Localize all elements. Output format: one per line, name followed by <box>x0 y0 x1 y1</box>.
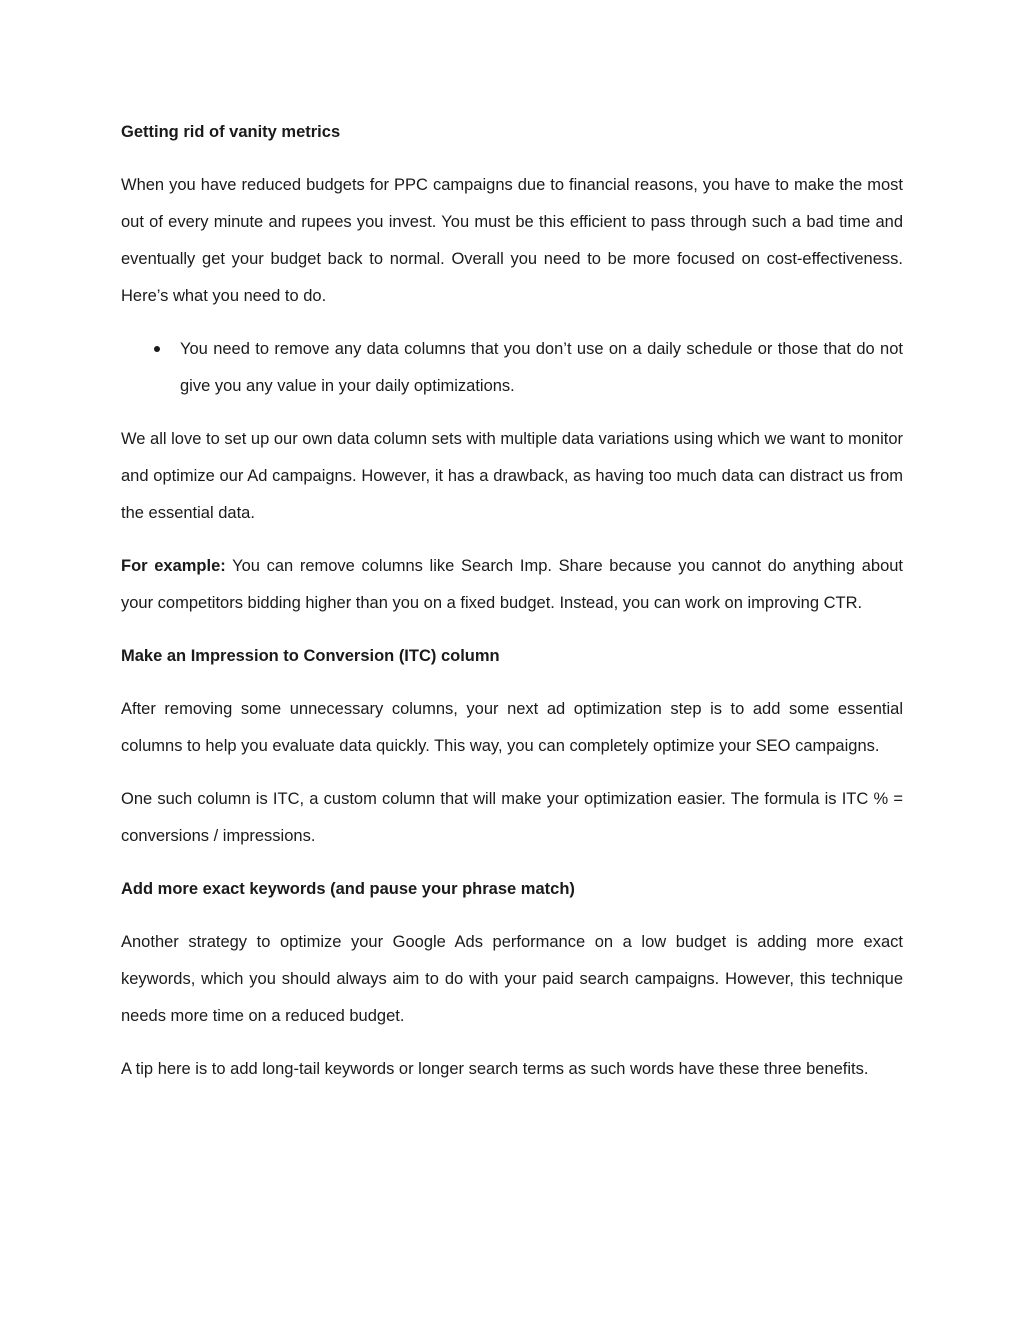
bullet-icon <box>154 346 160 352</box>
paragraph-remove-columns: After removing some unnecessary columns, your next ad optimization step is to add some essential columns to help you evaluate data quickly. This way, you can completely optimize your SEO campaigns. <box>121 700 903 755</box>
paragraph-example <box>121 548 903 622</box>
bullet-text: You need to remove any data columns that you don’t use on a daily schedule or those that do not give you any value in your daily optimizations. <box>180 340 903 395</box>
example-text: You can remove columns like Search Imp. Share because you cannot do anything about your competitors bidding higher than you on a fixed budget. Instead, you can work on improving CTR. <box>121 557 904 612</box>
example-label: For example: <box>121 557 226 575</box>
paragraph-data-columns: We all love to set up our own data column sets with multiple data variations using which we want to monitor and optimize our Ad campaigns. However, it has a drawback, as having too much data can distract us from the essential data. <box>121 430 904 522</box>
paragraph-intro: When you have reduced budgets for PPC campaigns due to financial reasons, you have to make the most out of every minute and rupees you invest. You must be this efficient to pass through such a bad time and eventually get your budget back to normal. Overall you need to be more focused on cost-effectiveness. Here’s what you need to do. <box>121 176 903 305</box>
paragraph-itc-formula: One such column is ITC, a custom column that will make your optimization easier. The formula is ITC % = conversions / impressions. <box>121 790 903 845</box>
paragraph-exact-keywords: Another strategy to optimize your Google Ads performance on a low budget is adding more exact keywords, which you should always aim to do with your paid search campaigns. However, this technique needs more time on a reduced budget. <box>121 933 903 1025</box>
section-heading-exact-keywords: Add more exact keywords (and pause your phrase match) <box>121 880 575 898</box>
list-item <box>121 331 903 405</box>
bullet-list <box>121 331 903 405</box>
section-heading-vanity-metrics: Getting rid of vanity metrics <box>121 123 341 141</box>
section-heading-itc-column: Make an Impression to Conversion (ITC) column <box>121 647 500 665</box>
paragraph-long-tail-tip: A tip here is to add long-tail keywords or longer search terms as such words have these three benefits. <box>121 1060 869 1078</box>
document-page <box>121 114 903 1104</box>
